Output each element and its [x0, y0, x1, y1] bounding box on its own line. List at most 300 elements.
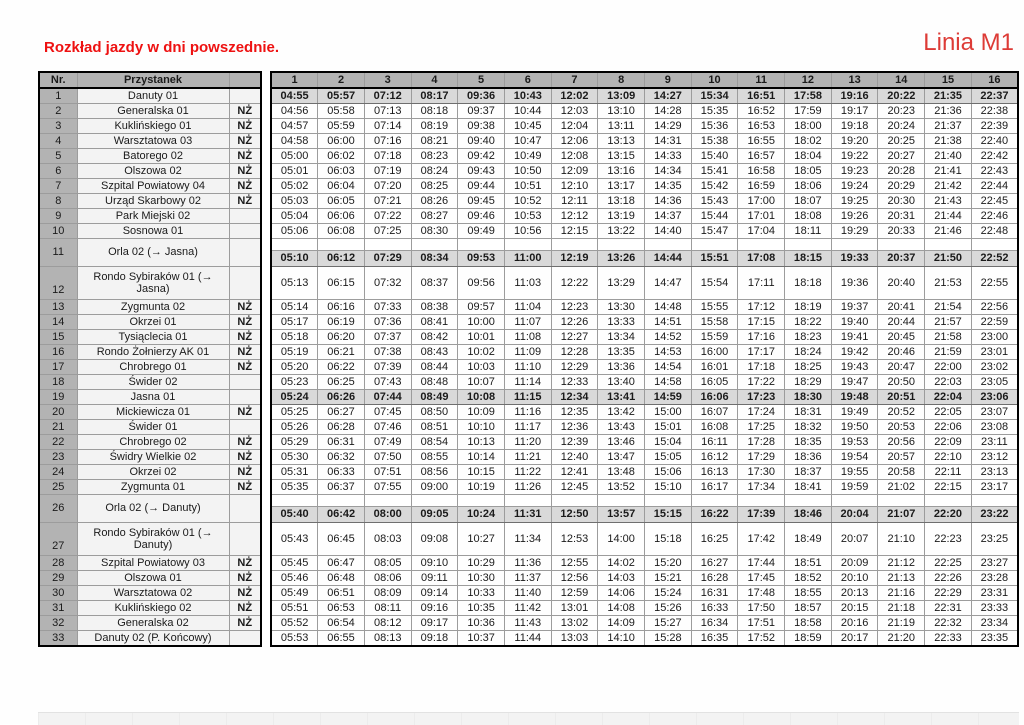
- time-cell: 20:52: [878, 405, 925, 420]
- time-cell: 12:41: [551, 465, 598, 480]
- time-cell: 13:15: [598, 149, 645, 164]
- stop-cell: Świder 02: [77, 375, 229, 390]
- stop-cell: Chrobrego 01: [77, 360, 229, 375]
- time-cell: 12:39: [551, 435, 598, 450]
- time-cell: 06:16: [318, 300, 365, 315]
- time-cell: 16:06: [691, 390, 738, 405]
- time-cell: 19:22: [831, 149, 878, 164]
- time-cell: 18:46: [785, 507, 832, 523]
- time-cell: [831, 239, 878, 251]
- time-cell: 05:46: [271, 571, 318, 586]
- time-cell: 19:50: [831, 420, 878, 435]
- time-cell: 19:24: [831, 179, 878, 194]
- time-cell: 16:55: [738, 134, 785, 149]
- time-cell: 19:41: [831, 330, 878, 345]
- time-cell: 08:06: [364, 571, 411, 586]
- time-cell: 20:51: [878, 390, 925, 405]
- time-cell: 08:34: [411, 251, 458, 267]
- time-cell: 14:27: [645, 88, 692, 104]
- nr-cell: 25: [39, 480, 77, 495]
- time-cell: 12:19: [551, 251, 598, 267]
- time-cell: 15:04: [645, 435, 692, 450]
- time-cell: 09:18: [411, 631, 458, 647]
- table-row: [39, 480, 1018, 495]
- time-cell: 21:42: [925, 179, 972, 194]
- time-cell: 09:44: [458, 179, 505, 194]
- time-cell: 17:15: [738, 315, 785, 330]
- time-cell: 21:43: [925, 194, 972, 209]
- time-cell: 19:26: [831, 209, 878, 224]
- time-cell: 19:55: [831, 465, 878, 480]
- time-cell: 20:15: [831, 601, 878, 616]
- time-cell: 06:54: [318, 616, 365, 631]
- time-cell: 10:36: [458, 616, 505, 631]
- time-cell: 15:00: [645, 405, 692, 420]
- time-cell: 08:05: [364, 556, 411, 571]
- time-cell: 11:21: [504, 450, 551, 465]
- header-col-11: 11: [738, 72, 785, 88]
- time-cell: 15:15: [645, 507, 692, 523]
- time-cell: 16:13: [691, 465, 738, 480]
- time-cell: 10:13: [458, 435, 505, 450]
- table-row: [39, 556, 1018, 571]
- time-cell: 11:08: [504, 330, 551, 345]
- time-cell: 16:58: [738, 164, 785, 179]
- time-cell: 08:00: [364, 507, 411, 523]
- time-cell: 22:43: [971, 164, 1018, 179]
- gap-cell: [261, 405, 271, 420]
- time-cell: 09:40: [458, 134, 505, 149]
- time-cell: 12:06: [551, 134, 598, 149]
- table-row: [39, 375, 1018, 390]
- time-cell: 06:12: [318, 251, 365, 267]
- time-cell: 18:31: [785, 405, 832, 420]
- time-cell: 23:22: [971, 507, 1018, 523]
- time-cell: 06:55: [318, 631, 365, 647]
- time-cell: 12:45: [551, 480, 598, 495]
- stop-cell: Urząd Skarbowy 02: [77, 194, 229, 209]
- nr-cell: 30: [39, 586, 77, 601]
- time-cell: 23:27: [971, 556, 1018, 571]
- header-col-13: 13: [831, 72, 878, 88]
- time-cell: 05:06: [271, 224, 318, 239]
- time-cell: 22:23: [925, 523, 972, 556]
- nz-cell: [229, 390, 261, 405]
- nz-cell: NŻ: [229, 345, 261, 360]
- time-cell: 22:29: [925, 586, 972, 601]
- time-cell: 14:02: [598, 556, 645, 571]
- gap-cell: [261, 556, 271, 571]
- time-cell: 10:07: [458, 375, 505, 390]
- table-row: [39, 405, 1018, 420]
- table-row: [39, 300, 1018, 315]
- time-cell: 16:01: [691, 360, 738, 375]
- time-cell: 20:04: [831, 507, 878, 523]
- time-cell: 05:49: [271, 586, 318, 601]
- time-cell: 12:12: [551, 209, 598, 224]
- time-cell: 05:04: [271, 209, 318, 224]
- time-cell: 23:28: [971, 571, 1018, 586]
- nr-cell: 1: [39, 88, 77, 104]
- time-cell: [411, 495, 458, 507]
- time-cell: 17:16: [738, 330, 785, 345]
- time-cell: 21:50: [925, 251, 972, 267]
- time-cell: 17:04: [738, 224, 785, 239]
- time-cell: 19:47: [831, 375, 878, 390]
- time-cell: 13:34: [598, 330, 645, 345]
- time-cell: 07:19: [364, 164, 411, 179]
- time-cell: 23:05: [971, 375, 1018, 390]
- time-cell: 12:53: [551, 523, 598, 556]
- nr-cell: 29: [39, 571, 77, 586]
- time-cell: 12:23: [551, 300, 598, 315]
- nr-cell: 28: [39, 556, 77, 571]
- table-row: [39, 450, 1018, 465]
- time-cell: 20:40: [878, 267, 925, 300]
- time-cell: 09:56: [458, 267, 505, 300]
- time-cell: 06:21: [318, 345, 365, 360]
- time-cell: 20:37: [878, 251, 925, 267]
- next-table-cropped-edge: [38, 712, 1019, 725]
- table-row: [39, 330, 1018, 345]
- time-cell: 17:30: [738, 465, 785, 480]
- time-cell: 16:34: [691, 616, 738, 631]
- time-cell: 18:59: [785, 631, 832, 647]
- time-cell: 22:00: [925, 360, 972, 375]
- time-cell: 06:53: [318, 601, 365, 616]
- time-cell: 20:07: [831, 523, 878, 556]
- time-cell: 18:35: [785, 435, 832, 450]
- time-cell: 09:46: [458, 209, 505, 224]
- time-cell: 10:51: [504, 179, 551, 194]
- time-cell: 06:27: [318, 405, 365, 420]
- time-cell: 20:22: [878, 88, 925, 104]
- gap-cell: [261, 435, 271, 450]
- time-cell: 10:08: [458, 390, 505, 405]
- time-cell: 08:44: [411, 360, 458, 375]
- time-cell: 22:32: [925, 616, 972, 631]
- header-col-1: 1: [271, 72, 318, 88]
- time-cell: 06:22: [318, 360, 365, 375]
- time-cell: [971, 239, 1018, 251]
- time-cell: 20:17: [831, 631, 878, 647]
- time-cell: 14:00: [598, 523, 645, 556]
- time-cell: 12:40: [551, 450, 598, 465]
- stop-cell: Batorego 02: [77, 149, 229, 164]
- time-cell: 10:01: [458, 330, 505, 345]
- time-cell: [458, 239, 505, 251]
- time-cell: 23:07: [971, 405, 1018, 420]
- time-cell: 15:55: [691, 300, 738, 315]
- time-cell: 07:51: [364, 465, 411, 480]
- time-cell: 18:32: [785, 420, 832, 435]
- table-row: [39, 179, 1018, 194]
- time-cell: 22:40: [971, 134, 1018, 149]
- time-cell: 16:22: [691, 507, 738, 523]
- time-cell: 09:38: [458, 119, 505, 134]
- nz-cell: [229, 420, 261, 435]
- header-col-6: 6: [504, 72, 551, 88]
- time-cell: 18:51: [785, 556, 832, 571]
- header-gap: [261, 72, 271, 88]
- time-cell: 05:25: [271, 405, 318, 420]
- stop-cell: Danuty 02 (P. Końcowy): [77, 631, 229, 647]
- nz-cell: NŻ: [229, 556, 261, 571]
- time-cell: 05:53: [271, 631, 318, 647]
- table-row: [39, 390, 1018, 405]
- time-cell: 19:40: [831, 315, 878, 330]
- time-cell: 14:52: [645, 330, 692, 345]
- nr-cell: 33: [39, 631, 77, 647]
- time-cell: 17:58: [785, 88, 832, 104]
- nr-cell: 24: [39, 465, 77, 480]
- gap-cell: [261, 149, 271, 164]
- nr-cell: 12: [39, 267, 77, 300]
- time-cell: 16:28: [691, 571, 738, 586]
- gap-cell: [261, 164, 271, 179]
- time-cell: 10:49: [504, 149, 551, 164]
- time-cell: 10:00: [458, 315, 505, 330]
- time-cell: 22:46: [971, 209, 1018, 224]
- time-cell: 06:20: [318, 330, 365, 345]
- time-cell: 20:24: [878, 119, 925, 134]
- time-cell: 21:10: [878, 523, 925, 556]
- time-cell: 15:40: [691, 149, 738, 164]
- time-cell: 05:52: [271, 616, 318, 631]
- time-cell: 15:20: [645, 556, 692, 571]
- line-number-label: Linia M1: [923, 29, 1014, 56]
- time-cell: 14:59: [645, 390, 692, 405]
- time-cell: 19:36: [831, 267, 878, 300]
- nr-cell: 6: [39, 164, 77, 179]
- time-cell: 05:13: [271, 267, 318, 300]
- time-cell: 13:33: [598, 315, 645, 330]
- time-cell: 21:38: [925, 134, 972, 149]
- time-cell: 13:41: [598, 390, 645, 405]
- time-cell: 08:26: [411, 194, 458, 209]
- time-cell: 22:26: [925, 571, 972, 586]
- time-cell: 06:08: [318, 224, 365, 239]
- nr-cell: 11: [39, 239, 77, 267]
- header-col-4: 4: [411, 72, 458, 88]
- time-cell: 10:10: [458, 420, 505, 435]
- gap-cell: [261, 616, 271, 631]
- time-cell: 13:09: [598, 88, 645, 104]
- time-cell: 18:18: [785, 267, 832, 300]
- table-row: [39, 134, 1018, 149]
- time-cell: 23:33: [971, 601, 1018, 616]
- time-cell: 05:20: [271, 360, 318, 375]
- time-cell: 05:03: [271, 194, 318, 209]
- time-cell: 07:43: [364, 375, 411, 390]
- time-cell: 21:46: [925, 224, 972, 239]
- time-cell: 13:19: [598, 209, 645, 224]
- time-cell: 14:10: [598, 631, 645, 647]
- time-cell: 10:53: [504, 209, 551, 224]
- time-cell: 12:11: [551, 194, 598, 209]
- time-cell: 20:56: [878, 435, 925, 450]
- time-cell: [504, 495, 551, 507]
- gap-cell: [261, 330, 271, 345]
- time-cell: 18:49: [785, 523, 832, 556]
- time-cell: 22:39: [971, 119, 1018, 134]
- time-cell: 12:27: [551, 330, 598, 345]
- time-cell: 15:44: [691, 209, 738, 224]
- time-cell: 20:45: [878, 330, 925, 345]
- time-cell: 11:37: [504, 571, 551, 586]
- time-cell: 15:27: [645, 616, 692, 631]
- header-col-3: 3: [364, 72, 411, 88]
- table-row: [39, 631, 1018, 647]
- gap-cell: [261, 345, 271, 360]
- stop-cell: Świder 01: [77, 420, 229, 435]
- time-cell: 10:24: [458, 507, 505, 523]
- nr-cell: 18: [39, 375, 77, 390]
- time-cell: 04:58: [271, 134, 318, 149]
- time-cell: 07:21: [364, 194, 411, 209]
- table-row: [39, 104, 1018, 119]
- time-cell: 10:27: [458, 523, 505, 556]
- time-cell: 09:05: [411, 507, 458, 523]
- time-cell: 13:43: [598, 420, 645, 435]
- time-cell: 07:13: [364, 104, 411, 119]
- time-cell: 05:02: [271, 179, 318, 194]
- nr-cell: 15: [39, 330, 77, 345]
- time-cell: [831, 495, 878, 507]
- time-cell: 15:21: [645, 571, 692, 586]
- time-cell: 20:13: [831, 586, 878, 601]
- time-cell: 12:36: [551, 420, 598, 435]
- time-cell: 10:15: [458, 465, 505, 480]
- time-cell: 11:00: [504, 251, 551, 267]
- time-cell: 13:47: [598, 450, 645, 465]
- time-cell: 10:37: [458, 631, 505, 647]
- time-cell: 06:00: [318, 134, 365, 149]
- time-cell: 07:50: [364, 450, 411, 465]
- time-cell: 06:15: [318, 267, 365, 300]
- gap-cell: [261, 375, 271, 390]
- time-cell: 22:52: [971, 251, 1018, 267]
- time-cell: 08:56: [411, 465, 458, 480]
- time-cell: 20:58: [878, 465, 925, 480]
- time-cell: 14:31: [645, 134, 692, 149]
- time-cell: 23:17: [971, 480, 1018, 495]
- nz-cell: NŻ: [229, 450, 261, 465]
- stop-cell: Park Miejski 02: [77, 209, 229, 224]
- time-cell: [691, 495, 738, 507]
- time-cell: 18:37: [785, 465, 832, 480]
- header-col-12: 12: [785, 72, 832, 88]
- time-cell: 19:29: [831, 224, 878, 239]
- time-cell: 19:49: [831, 405, 878, 420]
- time-cell: 11:03: [504, 267, 551, 300]
- time-cell: 20:29: [878, 179, 925, 194]
- time-cell: 04:56: [271, 104, 318, 119]
- time-cell: 19:42: [831, 345, 878, 360]
- time-cell: 23:02: [971, 360, 1018, 375]
- time-cell: 07:33: [364, 300, 411, 315]
- header-col-15: 15: [925, 72, 972, 88]
- nr-cell: 31: [39, 601, 77, 616]
- time-cell: 13:03: [551, 631, 598, 647]
- stop-cell: Jasna 01: [77, 390, 229, 405]
- time-cell: 21:07: [878, 507, 925, 523]
- time-cell: 17:50: [738, 601, 785, 616]
- time-cell: 08:55: [411, 450, 458, 465]
- gap-cell: [261, 523, 271, 556]
- time-cell: 07:46: [364, 420, 411, 435]
- time-cell: 15:36: [691, 119, 738, 134]
- time-cell: 17:51: [738, 616, 785, 631]
- nz-cell: NŻ: [229, 435, 261, 450]
- time-cell: 14:28: [645, 104, 692, 119]
- time-cell: [598, 495, 645, 507]
- time-cell: 18:08: [785, 209, 832, 224]
- nz-cell: NŻ: [229, 179, 261, 194]
- time-cell: 17:25: [738, 420, 785, 435]
- time-cell: 19:53: [831, 435, 878, 450]
- time-cell: 22:06: [925, 420, 972, 435]
- time-cell: 10:09: [458, 405, 505, 420]
- time-cell: 18:11: [785, 224, 832, 239]
- time-cell: 08:30: [411, 224, 458, 239]
- time-cell: 05:51: [271, 601, 318, 616]
- time-cell: 14:48: [645, 300, 692, 315]
- nz-cell: NŻ: [229, 465, 261, 480]
- time-cell: 05:24: [271, 390, 318, 405]
- table-row: [39, 601, 1018, 616]
- time-cell: 12:04: [551, 119, 598, 134]
- header-stop: Przystanek: [77, 72, 229, 88]
- stop-cell: Orla 02 (→ Danuty): [77, 495, 229, 523]
- nr-cell: 17: [39, 360, 77, 375]
- time-cell: 14:58: [645, 375, 692, 390]
- time-cell: 13:57: [598, 507, 645, 523]
- time-cell: 20:30: [878, 194, 925, 209]
- time-cell: 18:30: [785, 390, 832, 405]
- time-cell: 21:57: [925, 315, 972, 330]
- time-cell: 09:14: [411, 586, 458, 601]
- time-cell: 06:26: [318, 390, 365, 405]
- time-cell: 10:45: [504, 119, 551, 134]
- time-cell: 22:56: [971, 300, 1018, 315]
- nr-cell: 2: [39, 104, 77, 119]
- time-cell: 21:53: [925, 267, 972, 300]
- nr-cell: 23: [39, 450, 77, 465]
- stop-cell: Danuty 01: [77, 88, 229, 104]
- time-cell: 07:49: [364, 435, 411, 450]
- time-cell: 11:04: [504, 300, 551, 315]
- time-cell: 05:10: [271, 251, 318, 267]
- time-cell: 11:36: [504, 556, 551, 571]
- time-cell: 18:29: [785, 375, 832, 390]
- time-cell: 19:18: [831, 119, 878, 134]
- gap-cell: [261, 119, 271, 134]
- time-cell: 08:41: [411, 315, 458, 330]
- time-cell: 09:45: [458, 194, 505, 209]
- time-cell: 20:33: [878, 224, 925, 239]
- time-cell: 22:55: [971, 267, 1018, 300]
- time-cell: 04:57: [271, 119, 318, 134]
- header-nz: [229, 72, 261, 88]
- time-cell: 15:54: [691, 267, 738, 300]
- time-cell: 10:50: [504, 164, 551, 179]
- time-cell: 21:02: [878, 480, 925, 495]
- time-cell: 21:44: [925, 209, 972, 224]
- time-cell: 14:33: [645, 149, 692, 164]
- time-cell: 15:59: [691, 330, 738, 345]
- time-cell: 09:53: [458, 251, 505, 267]
